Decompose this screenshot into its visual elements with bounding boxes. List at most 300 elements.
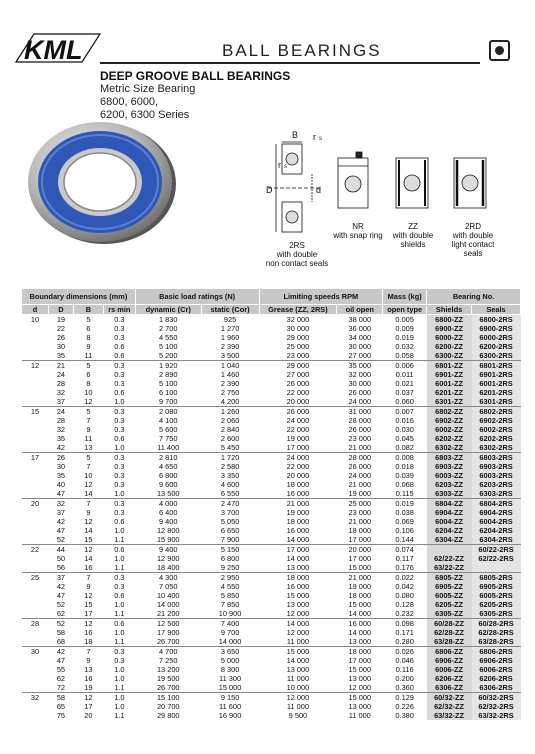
table-cell: 15 000 xyxy=(218,683,242,692)
table-cell: 5 600 xyxy=(158,425,178,434)
table-cell: 5 100 xyxy=(158,379,178,388)
product-line-1: Metric Size Bearing xyxy=(100,83,196,95)
table-cell: 8 300 xyxy=(220,665,240,674)
table-cell: 15 000 xyxy=(337,693,383,703)
table-cell: 24 xyxy=(56,370,66,379)
table-cell: 9 700 xyxy=(158,397,178,406)
table-cell: 1 460 xyxy=(220,370,240,379)
table-cell: 0.176 xyxy=(395,563,414,572)
shield-part-number: 6905-ZZ xyxy=(427,582,472,591)
section-nr-drawing xyxy=(338,152,368,208)
table-cell: 10 xyxy=(84,471,93,480)
table-cell: 9 xyxy=(86,582,91,591)
seal-part-number: 6305-2RS xyxy=(472,609,521,619)
shield-part-number: 6901-ZZ xyxy=(427,370,472,379)
table-row xyxy=(22,545,521,555)
bearing-icon xyxy=(489,40,510,61)
table-cell: 1.0 xyxy=(114,397,125,406)
shield-part-number: 6206-ZZ xyxy=(427,674,472,683)
table-cell: 65 xyxy=(56,702,66,711)
table-cell: 24 xyxy=(48,407,73,417)
table-row xyxy=(22,453,521,463)
table-cell: 28 000 xyxy=(337,453,383,463)
table-cell: 16 000 xyxy=(337,619,383,629)
table-cell: 0.226 xyxy=(395,702,414,711)
subheader-cell: D xyxy=(48,305,73,315)
table-cell: 0.011 xyxy=(395,370,414,379)
table-cell: 3 700 xyxy=(220,508,240,517)
table-cell: 19 000 xyxy=(348,489,372,498)
seal-part-number: 6306-2RS xyxy=(472,683,521,693)
bore-diameter-cell: 30 xyxy=(22,647,49,693)
table-cell: 35 xyxy=(56,434,66,443)
table-cell: 47 xyxy=(56,526,66,535)
table-cell: 1.0 xyxy=(114,443,125,452)
table-cell: 16 000 xyxy=(286,526,310,535)
table-cell: 62 xyxy=(56,674,66,683)
table-cell: 56 xyxy=(56,563,66,572)
table-row xyxy=(22,535,521,545)
table-cell: 26 xyxy=(56,333,66,342)
table-cell: 0.030 xyxy=(395,425,414,434)
table-cell: 42 xyxy=(56,443,66,452)
table-cell: 9 xyxy=(86,342,91,351)
shield-part-number: 6805-ZZ xyxy=(427,573,472,583)
table-cell: 2 390 xyxy=(220,379,240,388)
table-cell: 4 700 xyxy=(135,647,201,657)
table-cell: 3 500 xyxy=(220,351,240,360)
table-cell: 7 050 xyxy=(158,582,178,591)
table-cell: 32 xyxy=(56,425,66,434)
table-cell: 35 xyxy=(56,471,66,480)
bore-diameter-cell: 12 xyxy=(22,361,49,407)
table-cell: 1.1 xyxy=(114,535,125,544)
table-cell: 0.074 xyxy=(383,545,427,555)
dim-label-s2: s xyxy=(284,164,287,170)
table-cell: 50 xyxy=(56,554,66,563)
table-cell: 19 000 xyxy=(286,508,310,517)
table-cell: 7 850 xyxy=(220,600,240,609)
seal-part-number: 63/32-2RS xyxy=(472,711,521,720)
bore-diameter-cell: 25 xyxy=(22,573,49,619)
table-cell: 5 000 xyxy=(220,656,240,665)
table-row xyxy=(22,582,521,591)
dim-label-s: s xyxy=(319,136,322,142)
table-cell: 18 000 xyxy=(337,647,383,657)
table-cell: 13 000 xyxy=(348,702,372,711)
table-cell: 0.3 xyxy=(114,324,125,333)
table-cell: 925 xyxy=(223,315,237,324)
table-cell: 16 xyxy=(84,563,93,572)
shield-part-number: 6202-ZZ xyxy=(427,434,472,443)
shield-part-number: 6800-ZZ xyxy=(427,315,472,325)
table-cell: 18 400 xyxy=(156,563,180,572)
table-cell: 24 000 xyxy=(348,397,372,406)
table-cell: 14 000 xyxy=(286,535,310,544)
table-cell: 1.0 xyxy=(103,693,135,703)
table-cell: 8 xyxy=(86,379,91,388)
table-cell: 0.037 xyxy=(395,388,414,397)
table-row xyxy=(22,499,521,509)
table-cell: 18 000 xyxy=(348,526,372,535)
table-cell: 1.0 xyxy=(114,665,125,674)
table-cell: 52 xyxy=(48,619,73,629)
table-cell: 4 200 xyxy=(220,397,240,406)
table-row xyxy=(22,388,521,397)
table-cell: 13 500 xyxy=(156,489,180,498)
table-cell: 24 000 xyxy=(348,471,372,480)
table-cell: 2 470 xyxy=(201,499,259,509)
table-cell: 19 000 xyxy=(348,582,372,591)
table-cell: 0.3 xyxy=(114,370,125,379)
table-cell: 6 800 xyxy=(158,471,178,480)
table-cell: 0.018 xyxy=(395,462,414,471)
table-cell: 21 000 xyxy=(348,480,372,489)
table-cell: 22 000 xyxy=(286,388,310,397)
table-cell: 28 xyxy=(56,416,66,425)
table-cell: 9 400 xyxy=(135,545,201,555)
table-cell: 12 000 xyxy=(348,683,372,692)
seal-part-number: 60/22-2RS xyxy=(472,545,521,555)
shield-part-number: 6306-ZZ xyxy=(427,683,472,693)
bore-diameter-cell: 17 xyxy=(22,453,49,499)
table-cell: 11 xyxy=(84,351,93,360)
table-cell: 17 000 xyxy=(259,545,337,555)
table-cell: 12 xyxy=(73,545,103,555)
table-cell: 7 900 xyxy=(220,535,240,544)
table-row xyxy=(22,407,521,417)
seal-part-number: 62/28-2RS xyxy=(472,628,521,637)
table-cell: 1.0 xyxy=(114,489,125,498)
table-row xyxy=(22,517,521,526)
table-cell: 14 000 xyxy=(259,619,337,629)
table-cell: 0.3 xyxy=(114,582,125,591)
shield-part-number: 6801-ZZ xyxy=(427,361,472,371)
table-row xyxy=(22,647,521,657)
table-cell: 0.058 xyxy=(395,351,414,360)
table-cell: 11 300 xyxy=(219,674,242,683)
table-row xyxy=(22,471,521,480)
table-cell: 0.082 xyxy=(395,443,414,452)
table-cell: 3 350 xyxy=(220,471,240,480)
table-cell: 34 000 xyxy=(348,333,372,342)
table-cell: 6 100 xyxy=(158,388,178,397)
table-cell: 37 xyxy=(56,397,66,406)
table-cell: 29 000 xyxy=(259,361,337,371)
table-cell: 15 100 xyxy=(135,693,201,703)
table-cell: 23 000 xyxy=(348,434,372,443)
header-boundary-dimensions: Boundary dimensions (mm) xyxy=(22,289,136,305)
table-cell: 1.1 xyxy=(114,683,125,692)
table-cell: 11 000 xyxy=(348,711,371,720)
table-cell: 1 260 xyxy=(201,407,259,417)
table-cell: 0.098 xyxy=(383,619,427,629)
seal-part-number: 6804-2RS xyxy=(472,499,521,509)
shield-part-number: 6900-ZZ xyxy=(427,324,472,333)
table-cell: 0.6 xyxy=(114,434,125,443)
table-cell: 23 000 xyxy=(286,351,310,360)
table-cell: 19 000 xyxy=(286,434,310,443)
seal-part-number: 6905-2RS xyxy=(472,582,521,591)
table-cell: 0.068 xyxy=(395,480,414,489)
table-row xyxy=(22,397,521,407)
table-cell: 0.039 xyxy=(395,471,414,480)
table-cell: 13 xyxy=(84,665,93,674)
subheader-cell: Shields xyxy=(427,305,472,315)
subheader-cell: d xyxy=(22,305,49,315)
table-cell: 37 xyxy=(48,573,73,583)
caption-zz: ZZ with double shields xyxy=(392,222,434,249)
table-cell: 0.106 xyxy=(395,526,414,535)
table-cell: 17 900 xyxy=(156,628,180,637)
table-cell: 72 xyxy=(56,683,66,692)
table-cell: 35 000 xyxy=(337,361,383,371)
seal-part-number: 6002-2RS xyxy=(472,425,521,434)
bearing-spec-table xyxy=(21,288,521,720)
table-cell: 7 750 xyxy=(158,434,178,443)
table-cell: 12 xyxy=(84,591,93,600)
shield-part-number: 62/22-ZZ xyxy=(427,554,472,563)
table-cell: 4 300 xyxy=(135,573,201,583)
table-row xyxy=(22,333,521,342)
table-cell: 26 000 xyxy=(259,407,337,417)
shield-part-number: 6006-ZZ xyxy=(427,665,472,674)
shield-part-number: 62/28-ZZ xyxy=(427,628,472,637)
table-row xyxy=(22,425,521,434)
table-cell: 14 000 xyxy=(156,600,180,609)
table-cell: 7 xyxy=(86,462,91,471)
table-row xyxy=(22,637,521,647)
table-cell: 5 150 xyxy=(201,545,259,555)
shield-part-number: 6003-ZZ xyxy=(427,471,472,480)
table-cell: 13 000 xyxy=(348,637,372,646)
table-cell: 0.008 xyxy=(383,453,427,463)
table-cell: 11 000 xyxy=(286,702,309,711)
table-cell: 0.045 xyxy=(395,434,414,443)
seal-part-number: 6906-2RS xyxy=(472,656,521,665)
table-cell: 24 000 xyxy=(259,453,337,463)
table-cell: 0.3 xyxy=(103,407,135,417)
table-cell: 1 040 xyxy=(201,361,259,371)
table-cell: 0.6 xyxy=(114,342,125,351)
table-cell: 1.0 xyxy=(114,600,125,609)
table-cell: 9 250 xyxy=(220,563,240,572)
subheader-cell: oil open xyxy=(337,305,383,315)
shield-part-number: 6304-ZZ xyxy=(427,535,472,545)
table-cell: 18 000 xyxy=(259,573,337,583)
table-row xyxy=(22,665,521,674)
seal-part-number: 6200-2RS xyxy=(472,342,521,351)
table-cell: 47 xyxy=(56,656,66,665)
table-cell: 7 400 xyxy=(201,619,259,629)
table-cell: 22 xyxy=(56,324,66,333)
table-cell: 1 960 xyxy=(220,333,240,342)
table-cell: 7 xyxy=(73,499,103,509)
table-cell: 13 200 xyxy=(156,665,180,674)
table-cell: 30 000 xyxy=(348,342,372,351)
table-cell: 13 xyxy=(84,443,93,452)
table-cell: 2 060 xyxy=(220,416,240,425)
bore-diameter-cell: 32 xyxy=(22,693,49,721)
seal-part-number: 6204-2RS xyxy=(472,526,521,535)
table-cell: 0.060 xyxy=(395,397,414,406)
subheader-cell: B xyxy=(73,305,103,315)
table-cell: 6 650 xyxy=(220,526,240,535)
seal-part-number: 6001-2RS xyxy=(472,379,521,388)
subheader-cell: dynamic (Cr) xyxy=(135,305,201,315)
table-row xyxy=(22,702,521,711)
table-cell: 0.115 xyxy=(395,489,414,498)
table-cell: 2 810 xyxy=(135,453,201,463)
table-cell: 0.128 xyxy=(395,600,414,609)
table-cell: 10 400 xyxy=(156,591,180,600)
table-cell: 12 xyxy=(84,480,93,489)
table-row xyxy=(22,683,521,693)
table-cell: 0.032 xyxy=(395,342,414,351)
table-cell: 6 800 xyxy=(220,554,240,563)
table-cell: 5 100 xyxy=(158,342,178,351)
table-cell: 4 000 xyxy=(135,499,201,509)
table-cell: 0.019 xyxy=(395,333,414,342)
header-limiting-speeds: Limiting speeds RPM xyxy=(259,289,383,305)
table-cell: 4 600 xyxy=(220,480,240,489)
table-cell: 10 xyxy=(84,388,93,397)
table-row xyxy=(22,508,521,517)
table-cell: 14 000 xyxy=(286,554,310,563)
table-cell: 0.026 xyxy=(383,647,427,657)
table-cell: 1.1 xyxy=(114,711,125,720)
table-cell: 0.3 xyxy=(114,462,125,471)
table-cell: 21 000 xyxy=(348,517,372,526)
table-cell: 0.280 xyxy=(395,637,414,646)
table-cell: 22 000 xyxy=(286,425,310,434)
table-cell: 0.3 xyxy=(103,573,135,583)
shield-part-number: 6000-ZZ xyxy=(427,333,472,342)
table-cell: 15 000 xyxy=(348,563,372,572)
seal-part-number: 62/32-2RS xyxy=(472,702,521,711)
shield-part-number: 6300-ZZ xyxy=(427,351,472,361)
table-row xyxy=(22,379,521,388)
kml-logo xyxy=(12,30,104,66)
table-cell: 1.0 xyxy=(114,526,125,535)
product-line-3: 6200, 6300 Series xyxy=(100,109,190,121)
table-cell: 42 xyxy=(48,647,73,657)
table-cell: 0.006 xyxy=(383,361,427,371)
table-cell: 9 700 xyxy=(220,628,240,637)
dim-label-big-d: D xyxy=(266,185,273,195)
table-cell: 0.016 xyxy=(395,416,414,425)
table-cell: 58 xyxy=(48,693,73,703)
table-cell: 17 000 xyxy=(286,443,310,452)
table-cell: 0.6 xyxy=(114,517,125,526)
table-cell: 5 xyxy=(86,315,91,324)
table-row xyxy=(22,462,521,471)
table-cell: 0.038 xyxy=(395,508,414,517)
table-cell: 0.080 xyxy=(395,591,414,600)
table-cell: 1 920 xyxy=(135,361,201,371)
subheader-cell: Grease (ZZ, 2RS) xyxy=(259,305,337,315)
table-cell: 12 xyxy=(84,517,93,526)
seal-part-number: 6000-2RS xyxy=(472,333,521,342)
table-cell: 20 000 xyxy=(337,545,383,555)
table-cell: 26 700 xyxy=(156,683,180,692)
table-cell: 0.6 xyxy=(103,545,135,555)
table-cell: 0.009 xyxy=(395,324,414,333)
table-cell: 42 xyxy=(56,582,66,591)
table-row xyxy=(22,674,521,683)
table-cell: 2 890 xyxy=(158,370,178,379)
table-cell: 12 000 xyxy=(259,693,337,703)
subheader-cell: open type xyxy=(383,305,427,315)
seal-part-number: 6206-2RS xyxy=(472,674,521,683)
bore-diameter-cell: 28 xyxy=(22,619,49,647)
table-cell: 0.3 xyxy=(114,416,125,425)
table-cell: 38 000 xyxy=(348,315,372,324)
table-cell: 6 xyxy=(86,370,91,379)
table-row xyxy=(22,434,521,443)
dim-label-r: r xyxy=(313,132,316,142)
shield-part-number: 63/32-ZZ xyxy=(427,711,472,720)
seal-part-number: 6803-2RS xyxy=(472,453,521,463)
table-row xyxy=(22,489,521,499)
shield-part-number: 63/22-ZZ xyxy=(427,563,472,573)
table-cell: 14 xyxy=(84,554,93,563)
table-cell: 32 000 xyxy=(348,370,372,379)
header-bearing-no: Bearing No. xyxy=(427,289,521,305)
table-cell: 12 000 xyxy=(286,628,310,637)
table-row xyxy=(22,573,521,583)
table-cell: 2 390 xyxy=(220,342,240,351)
table-cell: 0.019 xyxy=(383,499,427,509)
table-row xyxy=(22,351,521,361)
table-cell: 0.3 xyxy=(114,379,125,388)
shield-part-number: 6303-ZZ xyxy=(427,489,472,499)
product-line-2: 6800, 6000, xyxy=(100,96,159,108)
table-cell: 21 xyxy=(48,361,73,371)
shield-part-number: 6201-ZZ xyxy=(427,388,472,397)
table-cell: 0.3 xyxy=(114,471,125,480)
table-row xyxy=(22,361,521,371)
table-cell: 11 400 xyxy=(157,443,180,452)
shield-part-number: 6301-ZZ xyxy=(427,397,472,407)
table-cell: 37 xyxy=(56,508,66,517)
table-cell: 19 xyxy=(56,315,66,324)
table-cell: 0.6 xyxy=(103,619,135,629)
table-cell: 0.117 xyxy=(395,554,414,563)
table-cell: 16 xyxy=(84,628,93,637)
seal-part-number: 60/28-2RS xyxy=(472,619,521,629)
table-cell: 5 xyxy=(73,407,103,417)
seal-part-number: 6203-2RS xyxy=(472,480,521,489)
table-row xyxy=(22,563,521,573)
table-cell: 5 xyxy=(73,453,103,463)
table-cell: 28 000 xyxy=(348,416,372,425)
seal-part-number: 6900-2RS xyxy=(472,324,521,333)
table-cell: 29 800 xyxy=(156,711,180,720)
table-cell: 19 xyxy=(84,683,93,692)
table-cell: 26 000 xyxy=(348,462,372,471)
table-cell: 1.0 xyxy=(114,628,125,637)
table-cell: 0.6 xyxy=(114,591,125,600)
table-cell: 6 400 xyxy=(158,508,178,517)
table-row xyxy=(22,619,521,629)
table-cell: 1.0 xyxy=(114,554,125,563)
table-cell: 13 000 xyxy=(286,665,310,674)
table-cell: 16 xyxy=(84,674,93,683)
seal-part-number: 6201-2RS xyxy=(472,388,521,397)
table-cell: 11 600 xyxy=(219,702,242,711)
table-cell: 2 950 xyxy=(201,573,259,583)
